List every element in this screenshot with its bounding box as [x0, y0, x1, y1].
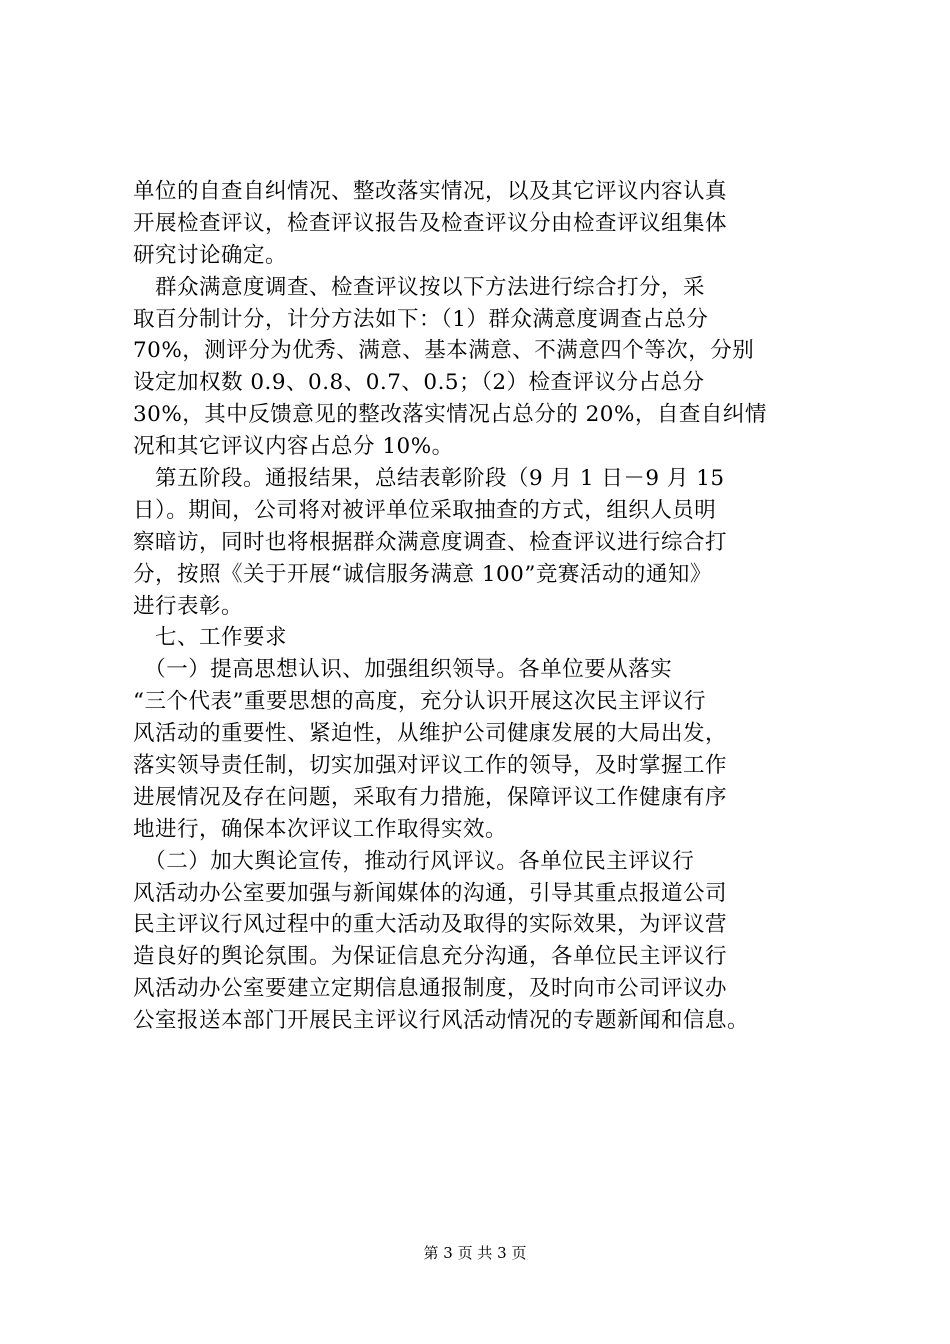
text-line: 地进行，确保本次评议工作取得实效。: [133, 816, 508, 842]
text-line: 风活动的重要性、紧迫性，从维护公司健康发展的大局出发，: [133, 721, 728, 747]
text-line: 群众满意度调查、检查评议按以下方法进行综合打分，采: [133, 274, 706, 300]
text-line: 落实领导责任制，切实加强对评议工作的领导，及时掌握工作: [133, 753, 728, 779]
text-line: 取百分制计分，计分方法如下：（1）群众满意度调查占总分: [133, 306, 709, 332]
text-line: （二）加大舆论宣传，推动行风评议。各单位民主评议行: [133, 848, 695, 874]
text-line: 分，按照《关于开展“诚信服务满意 100”竞赛活动的通知》: [133, 561, 712, 587]
text-line: 风活动办公室要加强与新闻媒体的沟通，引导其重点报道公司: [133, 880, 728, 906]
section-heading: 七、工作要求: [133, 625, 288, 651]
text-line: 民主评议行风过程中的重大活动及取得的实际效果，为评议营: [133, 912, 728, 938]
text-line: 察暗访，同时也将根据群众满意度调查、检查评议进行综合打: [133, 529, 728, 555]
text-line: 造良好的舆论氛围。为保证信息充分沟通，各单位民主评议行: [133, 944, 728, 970]
text-line: （一）提高思想认识、加强组织领导。各单位要从落实: [133, 657, 673, 683]
text-line: 进行表彰。: [133, 593, 244, 619]
text-line: 设定加权数 0.9、0.8、0.7、0.5；（2）检查评议分占总分: [133, 370, 705, 396]
text-line: 风活动办公室要建立定期信息通报制度，及时向市公司评议办: [133, 976, 728, 1002]
text-line: 研究讨论确定。: [133, 242, 288, 268]
text-line: 30%，其中反馈意见的整改落实情况占总分的 20%，自查自纠情: [133, 402, 767, 428]
text-line: 第五阶段。通报结果，总结表彰阶段（9 月 1 日－9 月 15: [133, 466, 725, 492]
text-line: 公室报送本部门开展民主评议行风活动情况的专题新闻和信息。: [133, 1008, 750, 1034]
text-line: 开展检查评议，检查评议报告及检查评议分由检查评议组集体: [133, 210, 728, 236]
page-number-footer: 第 3 页 共 3 页: [423, 1244, 527, 1262]
text-line: 70%，测评分为优秀、满意、基本满意、不满意四个等次，分别: [133, 338, 755, 364]
text-line: 进展情况及存在问题，采取有力措施，保障评议工作健康有序: [133, 784, 728, 810]
text-line: 况和其它评议内容占总分 10%。: [133, 434, 454, 460]
text-line: “三个代表”重要思想的高度，充分认识开展这次民主评议行: [133, 689, 706, 715]
text-line: 日）。期间，公司将对被评单位采取抽查的方式，组织人员明: [133, 497, 717, 523]
document-body: [133, 176, 833, 1037]
text-line: 单位的自查自纠情况、整改落实情况，以及其它评议内容认真: [133, 179, 728, 204]
